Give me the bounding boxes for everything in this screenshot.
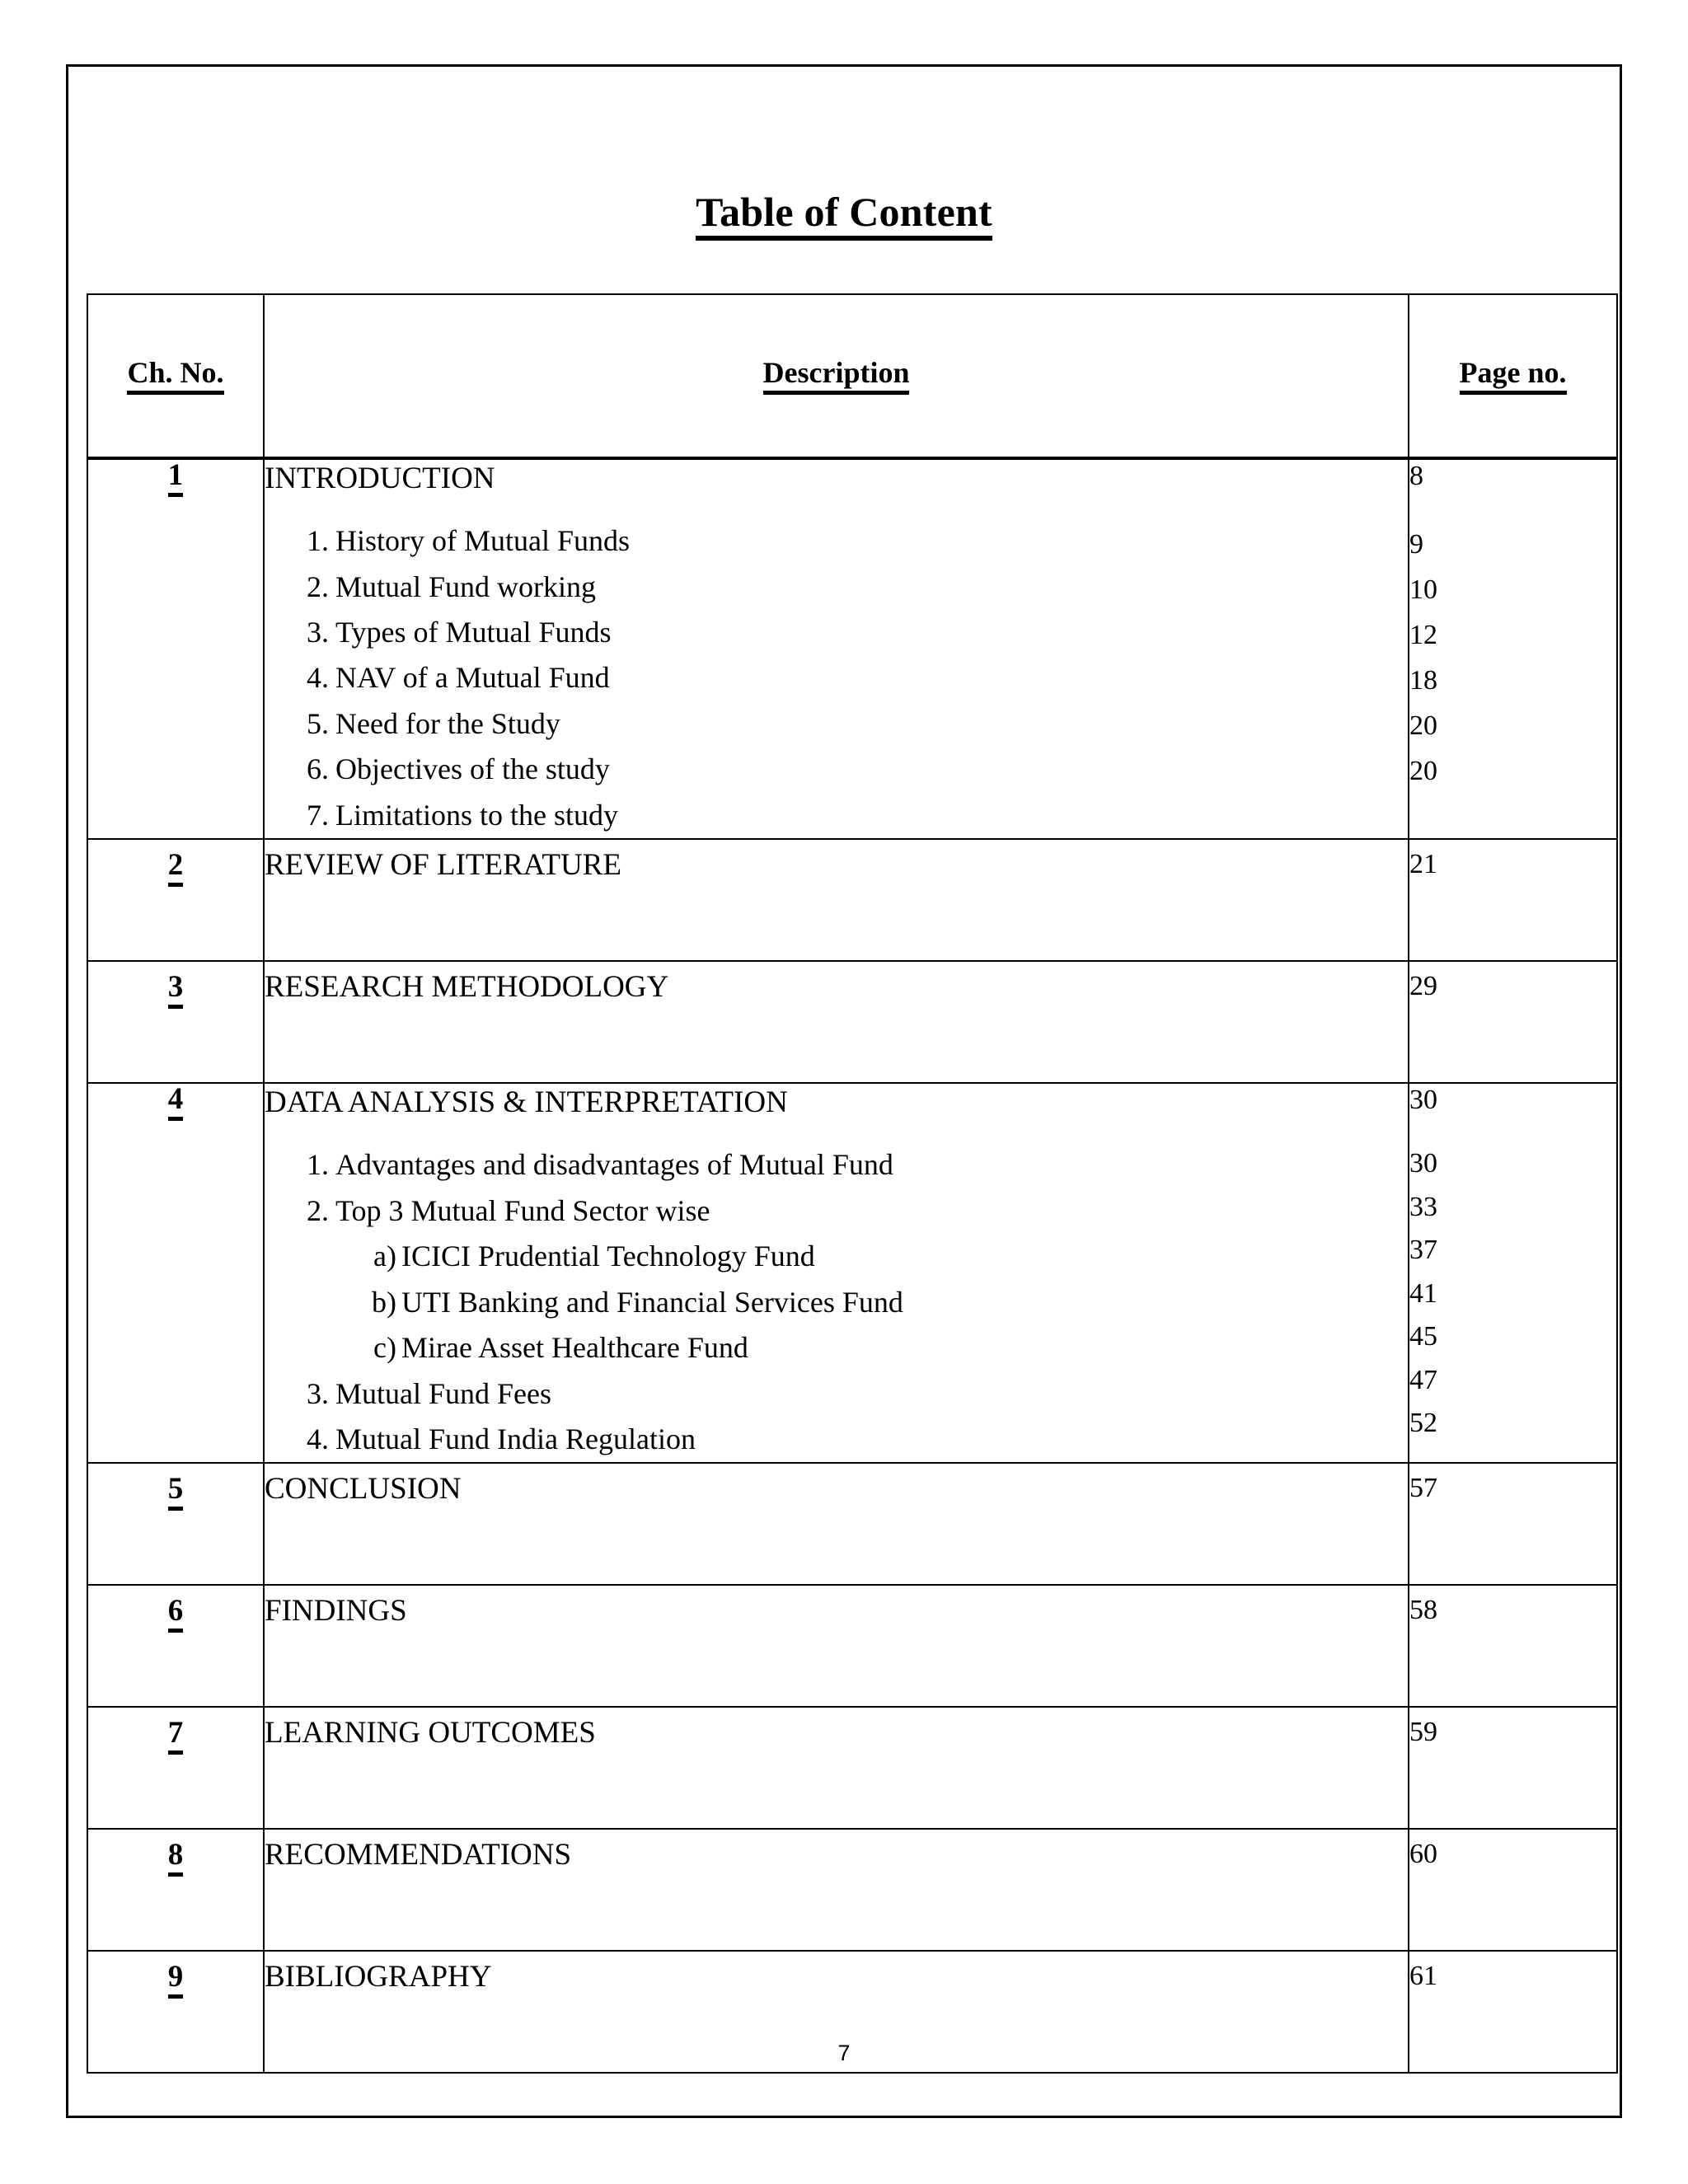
list-item <box>307 655 1408 701</box>
list-item <box>307 701 1408 747</box>
table-header-row <box>87 294 1617 458</box>
sub-page-number: 45 <box>1409 1321 1437 1352</box>
table-row <box>87 961 1617 1083</box>
chapter-title: BIBLIOGRAPHY <box>265 1960 492 1994</box>
list-item-label: Advantages and disadvantages of Mutual Fund <box>335 1148 893 1182</box>
chapter-title: RECOMMENDATIONS <box>265 1838 572 1872</box>
header-cell-chapter <box>87 294 264 458</box>
sub-page-number: 41 <box>1409 1277 1437 1309</box>
chapter-number-cell <box>87 1585 264 1707</box>
header-label-page: Page no. <box>1460 357 1567 395</box>
list-item-label: ICICI Prudential Technology Fund <box>401 1240 815 1273</box>
header-label-chapter: Ch. No. <box>127 357 223 395</box>
chapter-number: 7 <box>168 1718 184 1755</box>
footer-page-number: 7 <box>837 2041 851 2065</box>
description-cell <box>264 961 1409 1083</box>
table-of-contents <box>87 293 1618 2074</box>
list-marker: 2. <box>307 569 329 603</box>
table-row <box>87 1585 1617 1707</box>
description-cell <box>264 1585 1409 1707</box>
list-item <box>373 1325 1408 1371</box>
page-number: 60 <box>1409 1839 1437 1870</box>
page-number-cell <box>1409 458 1617 839</box>
list-marker: 3. <box>307 1376 329 1410</box>
sub-page-number: 12 <box>1409 619 1437 650</box>
sub-page-number-list <box>1409 1142 1616 1446</box>
chapter-title: CONCLUSION <box>265 1472 462 1507</box>
table-row <box>87 1083 1617 1463</box>
sub-page-number: 30 <box>1409 1147 1437 1179</box>
list-item <box>307 610 1408 655</box>
table-row <box>87 1829 1617 1951</box>
list-item-label: Objectives of the study <box>335 752 610 786</box>
chapter-title: FINDINGS <box>265 1594 407 1629</box>
page-number-cell <box>1409 839 1617 961</box>
table-row <box>87 839 1617 961</box>
chapter-number-cell <box>87 1083 264 1463</box>
list-item-label: Mutual Fund Fees <box>335 1376 552 1410</box>
chapter-number-cell <box>87 961 264 1083</box>
list-marker: a) <box>373 1240 396 1273</box>
sub-page-number: 20 <box>1409 710 1437 742</box>
list-marker: c) <box>373 1331 396 1365</box>
chapter-title: LEARNING OUTCOMES <box>265 1716 596 1750</box>
list-item-label: Mirae Asset Healthcare Fund <box>401 1331 748 1365</box>
list-marker: 1. <box>307 524 329 558</box>
sub-page-number: 9 <box>1409 528 1423 560</box>
list-marker: 6. <box>307 752 329 786</box>
sub-item-list <box>265 1142 1408 1462</box>
header-cell-page <box>1409 294 1617 458</box>
list-item <box>307 1142 1408 1188</box>
description-cell <box>264 458 1409 839</box>
table-row <box>87 458 1617 839</box>
sub-item-list <box>265 518 1408 838</box>
chapter-title: DATA ANALYSIS & INTERPRETATION <box>265 1085 788 1120</box>
page-number-cell <box>1409 961 1617 1083</box>
page-sheet <box>66 64 1622 2118</box>
list-marker: 3. <box>307 616 329 649</box>
chapter-title: INTRODUCTION <box>265 462 495 495</box>
list-item <box>372 1280 1408 1325</box>
chapter-number-cell <box>87 839 264 961</box>
header-label-description: Description <box>763 357 910 395</box>
page-number-cell <box>1409 1463 1617 1585</box>
sub-page-number: 33 <box>1409 1191 1437 1222</box>
list-item-label: Limitations to the study <box>335 798 618 832</box>
list-item <box>307 1371 1408 1417</box>
chapter-number-cell <box>87 1707 264 1829</box>
chapter-number-cell <box>87 1463 264 1585</box>
page-title: Table of Content <box>696 190 992 241</box>
list-marker: 4. <box>307 1422 329 1455</box>
list-item-label: NAV of a Mutual Fund <box>335 661 610 695</box>
description-cell <box>264 1707 1409 1829</box>
list-marker: b) <box>372 1285 396 1319</box>
chapter-title: REVIEW OF LITERATURE <box>265 848 621 883</box>
sub-page-number: 10 <box>1409 574 1437 605</box>
list-marker: 4. <box>307 661 329 695</box>
list-item <box>307 1417 1408 1462</box>
page-number-cell <box>1409 1829 1617 1951</box>
page-number: 30 <box>1409 1085 1437 1116</box>
list-item-label: Top 3 Mutual Fund Sector wise <box>335 1193 710 1227</box>
page-number-cell <box>1409 1707 1617 1829</box>
description-cell <box>264 1463 1409 1585</box>
chapter-number-cell <box>87 458 264 839</box>
list-item <box>373 1234 1408 1279</box>
page-number: 21 <box>1409 849 1437 880</box>
sub-page-number: 37 <box>1409 1235 1437 1266</box>
page-number: 61 <box>1409 1961 1437 1992</box>
page-number-cell <box>1409 1585 1617 1707</box>
chapter-number: 8 <box>168 1840 184 1877</box>
chapter-number: 9 <box>168 1961 184 1999</box>
page-title-container <box>68 190 1620 241</box>
chapter-title: RESEARCH METHODOLOGY <box>265 970 669 1005</box>
list-marker: 7. <box>307 798 329 832</box>
chapter-number: 6 <box>168 1596 184 1633</box>
table-row <box>87 1463 1617 1585</box>
list-item-label: Types of Mutual Funds <box>335 616 612 649</box>
list-item-label: Mutual Fund India Regulation <box>335 1422 696 1455</box>
chapter-number: 4 <box>168 1084 184 1121</box>
list-item-label: History of Mutual Funds <box>335 524 631 558</box>
chapter-number: 2 <box>168 850 184 887</box>
sub-page-number-list <box>1409 522 1616 794</box>
page-number: 59 <box>1409 1717 1437 1748</box>
description-cell <box>264 1083 1409 1463</box>
chapter-number-cell <box>87 1829 264 1951</box>
list-item-label: Need for the Study <box>335 706 560 740</box>
sub-page-number: 52 <box>1409 1408 1437 1439</box>
list-marker: 2. <box>307 1193 329 1227</box>
list-item <box>307 1188 1408 1371</box>
sub-page-number: 47 <box>1409 1364 1437 1395</box>
chapter-number: 1 <box>168 460 184 497</box>
page-number: 29 <box>1409 971 1437 1002</box>
list-item <box>307 793 1408 838</box>
page-number: 8 <box>1409 461 1423 491</box>
list-item-label: Mutual Fund working <box>335 569 597 603</box>
list-item <box>307 747 1408 792</box>
header-cell-description <box>264 294 1409 458</box>
page-number: 58 <box>1409 1595 1437 1626</box>
list-item-label: UTI Banking and Financial Services Fund <box>401 1285 903 1319</box>
chapter-number: 3 <box>168 972 184 1009</box>
description-cell <box>264 1829 1409 1951</box>
description-cell <box>264 839 1409 961</box>
nested-sub-item-list <box>335 1234 1408 1371</box>
list-marker: 5. <box>307 706 329 740</box>
page-number: 57 <box>1409 1473 1437 1504</box>
list-item <box>307 565 1408 610</box>
sub-page-number: 18 <box>1409 665 1437 696</box>
chapter-number: 5 <box>168 1474 184 1511</box>
list-item <box>307 518 1408 564</box>
sub-page-number: 20 <box>1409 756 1437 787</box>
page-number-cell <box>1409 1083 1617 1463</box>
table-row <box>87 1707 1617 1829</box>
list-marker: 1. <box>307 1148 329 1182</box>
